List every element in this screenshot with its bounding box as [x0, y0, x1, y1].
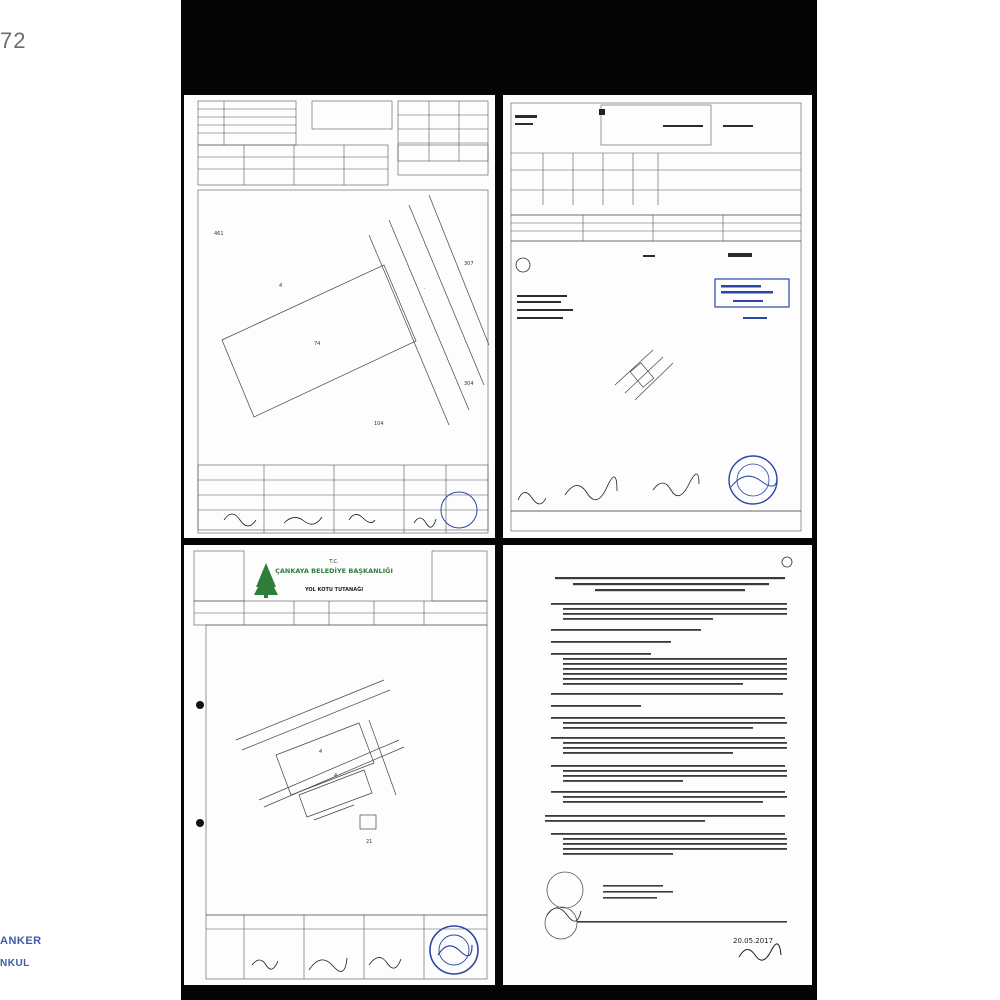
document-date: 20.05.2017 — [733, 937, 774, 945]
parcel-plan-drawing — [184, 95, 495, 538]
svg-text:4: 4 — [279, 283, 283, 289]
watermark-text-secondary: NKUL — [0, 958, 30, 969]
header-municipality: ÇANKAYA BELEDİYE BAŞKANLIĞI — [275, 567, 393, 575]
svg-text:307: 307 — [464, 261, 474, 267]
road-elevation-drawing — [184, 545, 495, 985]
text-document-sheet[interactable] — [503, 545, 812, 985]
svg-text:304: 304 — [464, 381, 474, 387]
road-elevation-sheet[interactable] — [184, 545, 495, 985]
municipality-form-drawing — [503, 95, 812, 538]
svg-text:4: 4 — [319, 749, 323, 755]
svg-text:74: 74 — [314, 341, 321, 347]
municipality-form-sheet[interactable] — [503, 95, 812, 538]
svg-text:·: · — [424, 286, 426, 292]
header-tc: T.C. — [329, 559, 339, 565]
svg-text:4: 4 — [334, 773, 338, 779]
header-report-title: YOL KOTU TUTANAĞI — [304, 587, 364, 593]
svg-text:104: 104 — [374, 421, 384, 427]
document-viewer — [181, 0, 817, 1000]
svg-text:21: 21 — [366, 839, 373, 845]
text-document-drawing — [503, 545, 812, 985]
page-counter: 72 — [0, 28, 27, 53]
svg-text:461: 461 — [214, 231, 224, 237]
parcel-plan-sheet[interactable] — [184, 95, 495, 538]
watermark-text: ANKER — [0, 935, 42, 947]
